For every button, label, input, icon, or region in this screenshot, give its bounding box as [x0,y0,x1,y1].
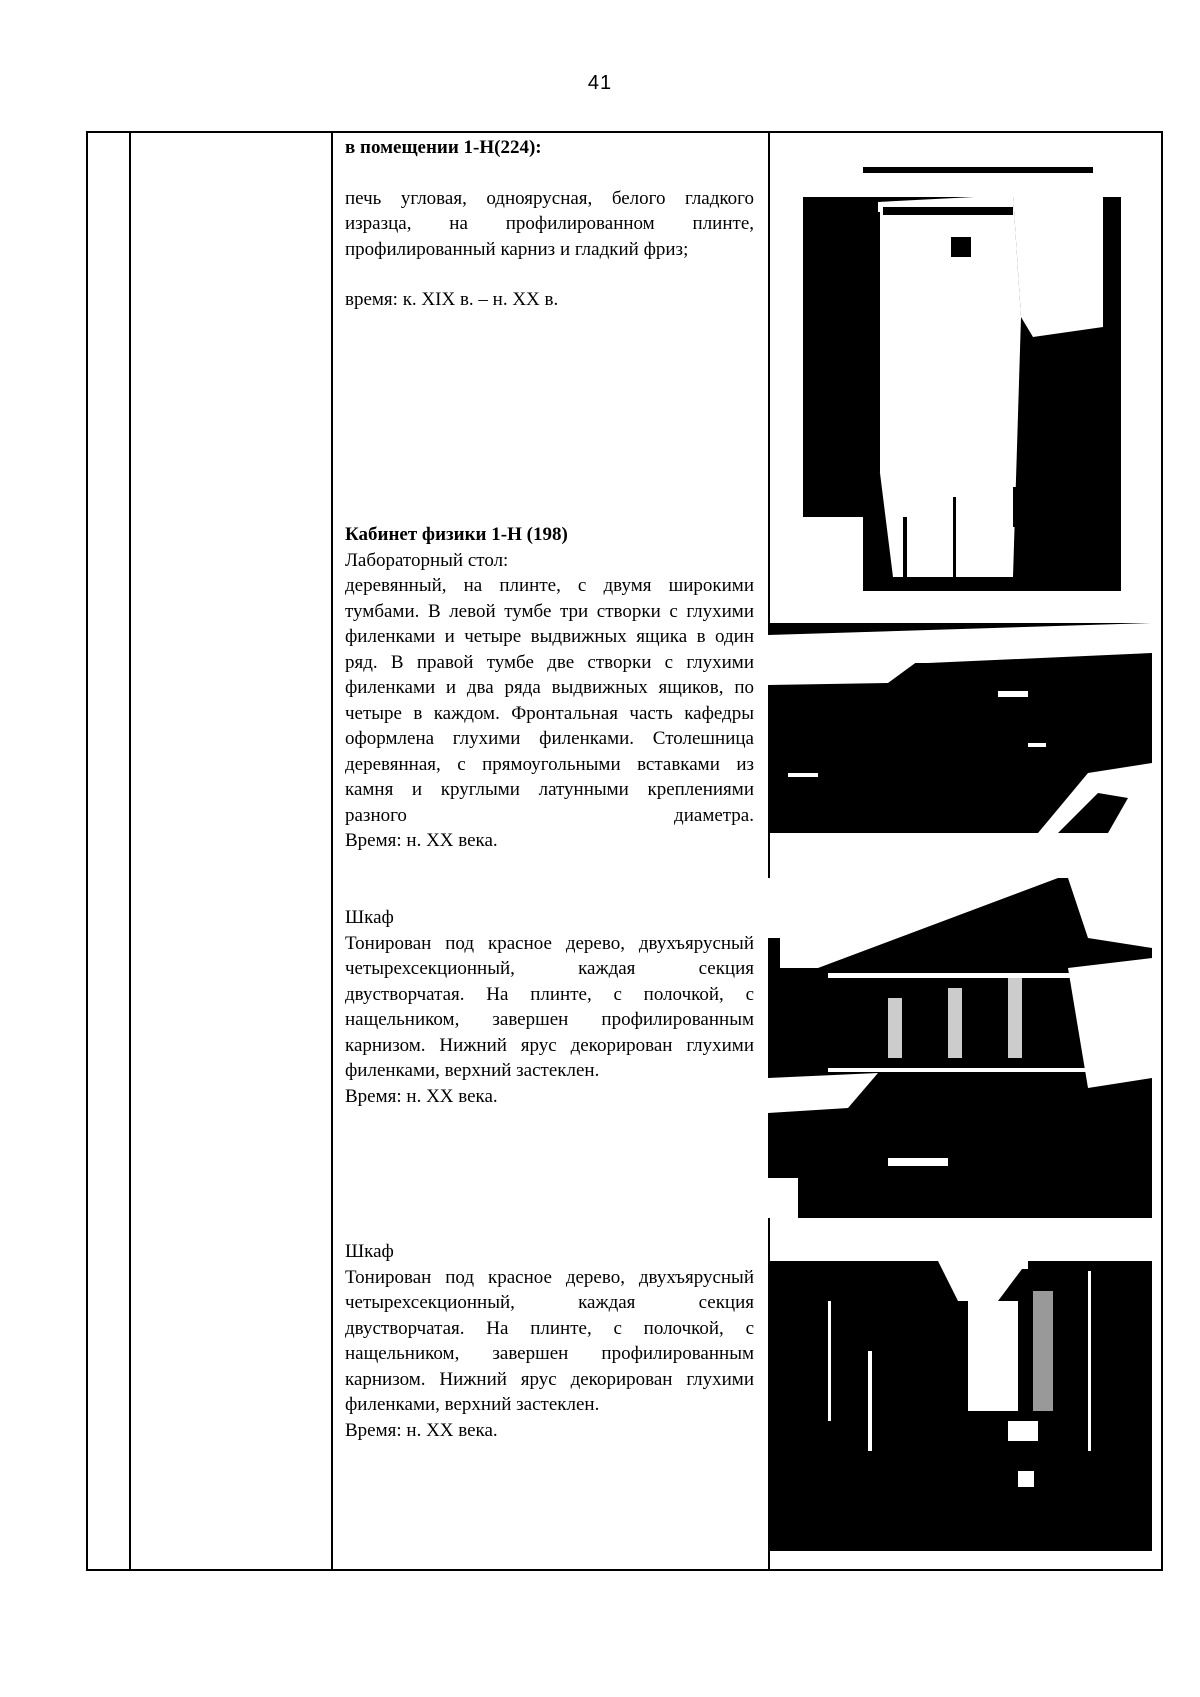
tiled-stove-photo [803,157,1121,591]
section-description: печь угловая, одноярусная, белого гладкого изразца, на профилированном плинте, профилированный карниз и гладкий фриз; [345,187,754,260]
section-lab-table [345,522,754,854]
cabinet-photo [768,878,1152,1218]
section-subtitle: Лабораторный стол: [345,549,509,571]
section-heading: Кабинет физики 1-Н (198) [345,524,568,545]
section-description: Тонирован под красное дерево, двухъярусный четырехсекционный, каждая секция двустворчатая. На плинте, с полочкой, с нащельником, завершен профилированным карнизом. Нижний ярус декорирован глухими филенками, верхний застеклен. [345,1266,754,1415]
column-divider [129,133,131,1569]
section-cabinet-1 [345,905,754,1109]
inventory-table [86,131,1163,1571]
section-title: Шкаф [345,907,394,928]
section-title: Шкаф [345,1241,394,1262]
section-description: Тонирован под красное дерево, двухъярусный четырехсекционный, каждая секция двустворчатая. На плинте, с полочкой, с нащельником, завершен профилированным карнизом. Нижний ярус декорирован глухими филенками, верхний застеклен. [345,932,754,1081]
cabinet-photo [768,1261,1152,1551]
section-description: деревянный, на плинте, с двумя широкими тумбами. В левой тумбе три створки с глухими филенками и четыре выдвижных ящика в один ряд. В правой тумбе две створки с глухими филенками и два ряда выдвижных ящиков, по четыре в каждом. Фронтальная часть кафедры оформлена глухими филенками. Столешница деревянная, с прямоугольными вставками из камня и круглыми латунными креплениями разного диаметра. [345,575,754,826]
column-divider [331,133,333,1569]
page-number: 41 [587,72,613,94]
section-time: время: к. XIX в. – н. XX в. [345,289,559,310]
laboratory-table-photo [768,623,1152,833]
section-time: Время: н. XX века. [345,1419,498,1441]
section-cabinet-2 [345,1239,754,1443]
section-time: Время: н. XX века. [345,1085,498,1107]
section-heading: в помещении 1-Н(224): [345,137,542,158]
section-time: Время: н. XX века. [345,830,498,851]
section-stove [345,135,754,313]
